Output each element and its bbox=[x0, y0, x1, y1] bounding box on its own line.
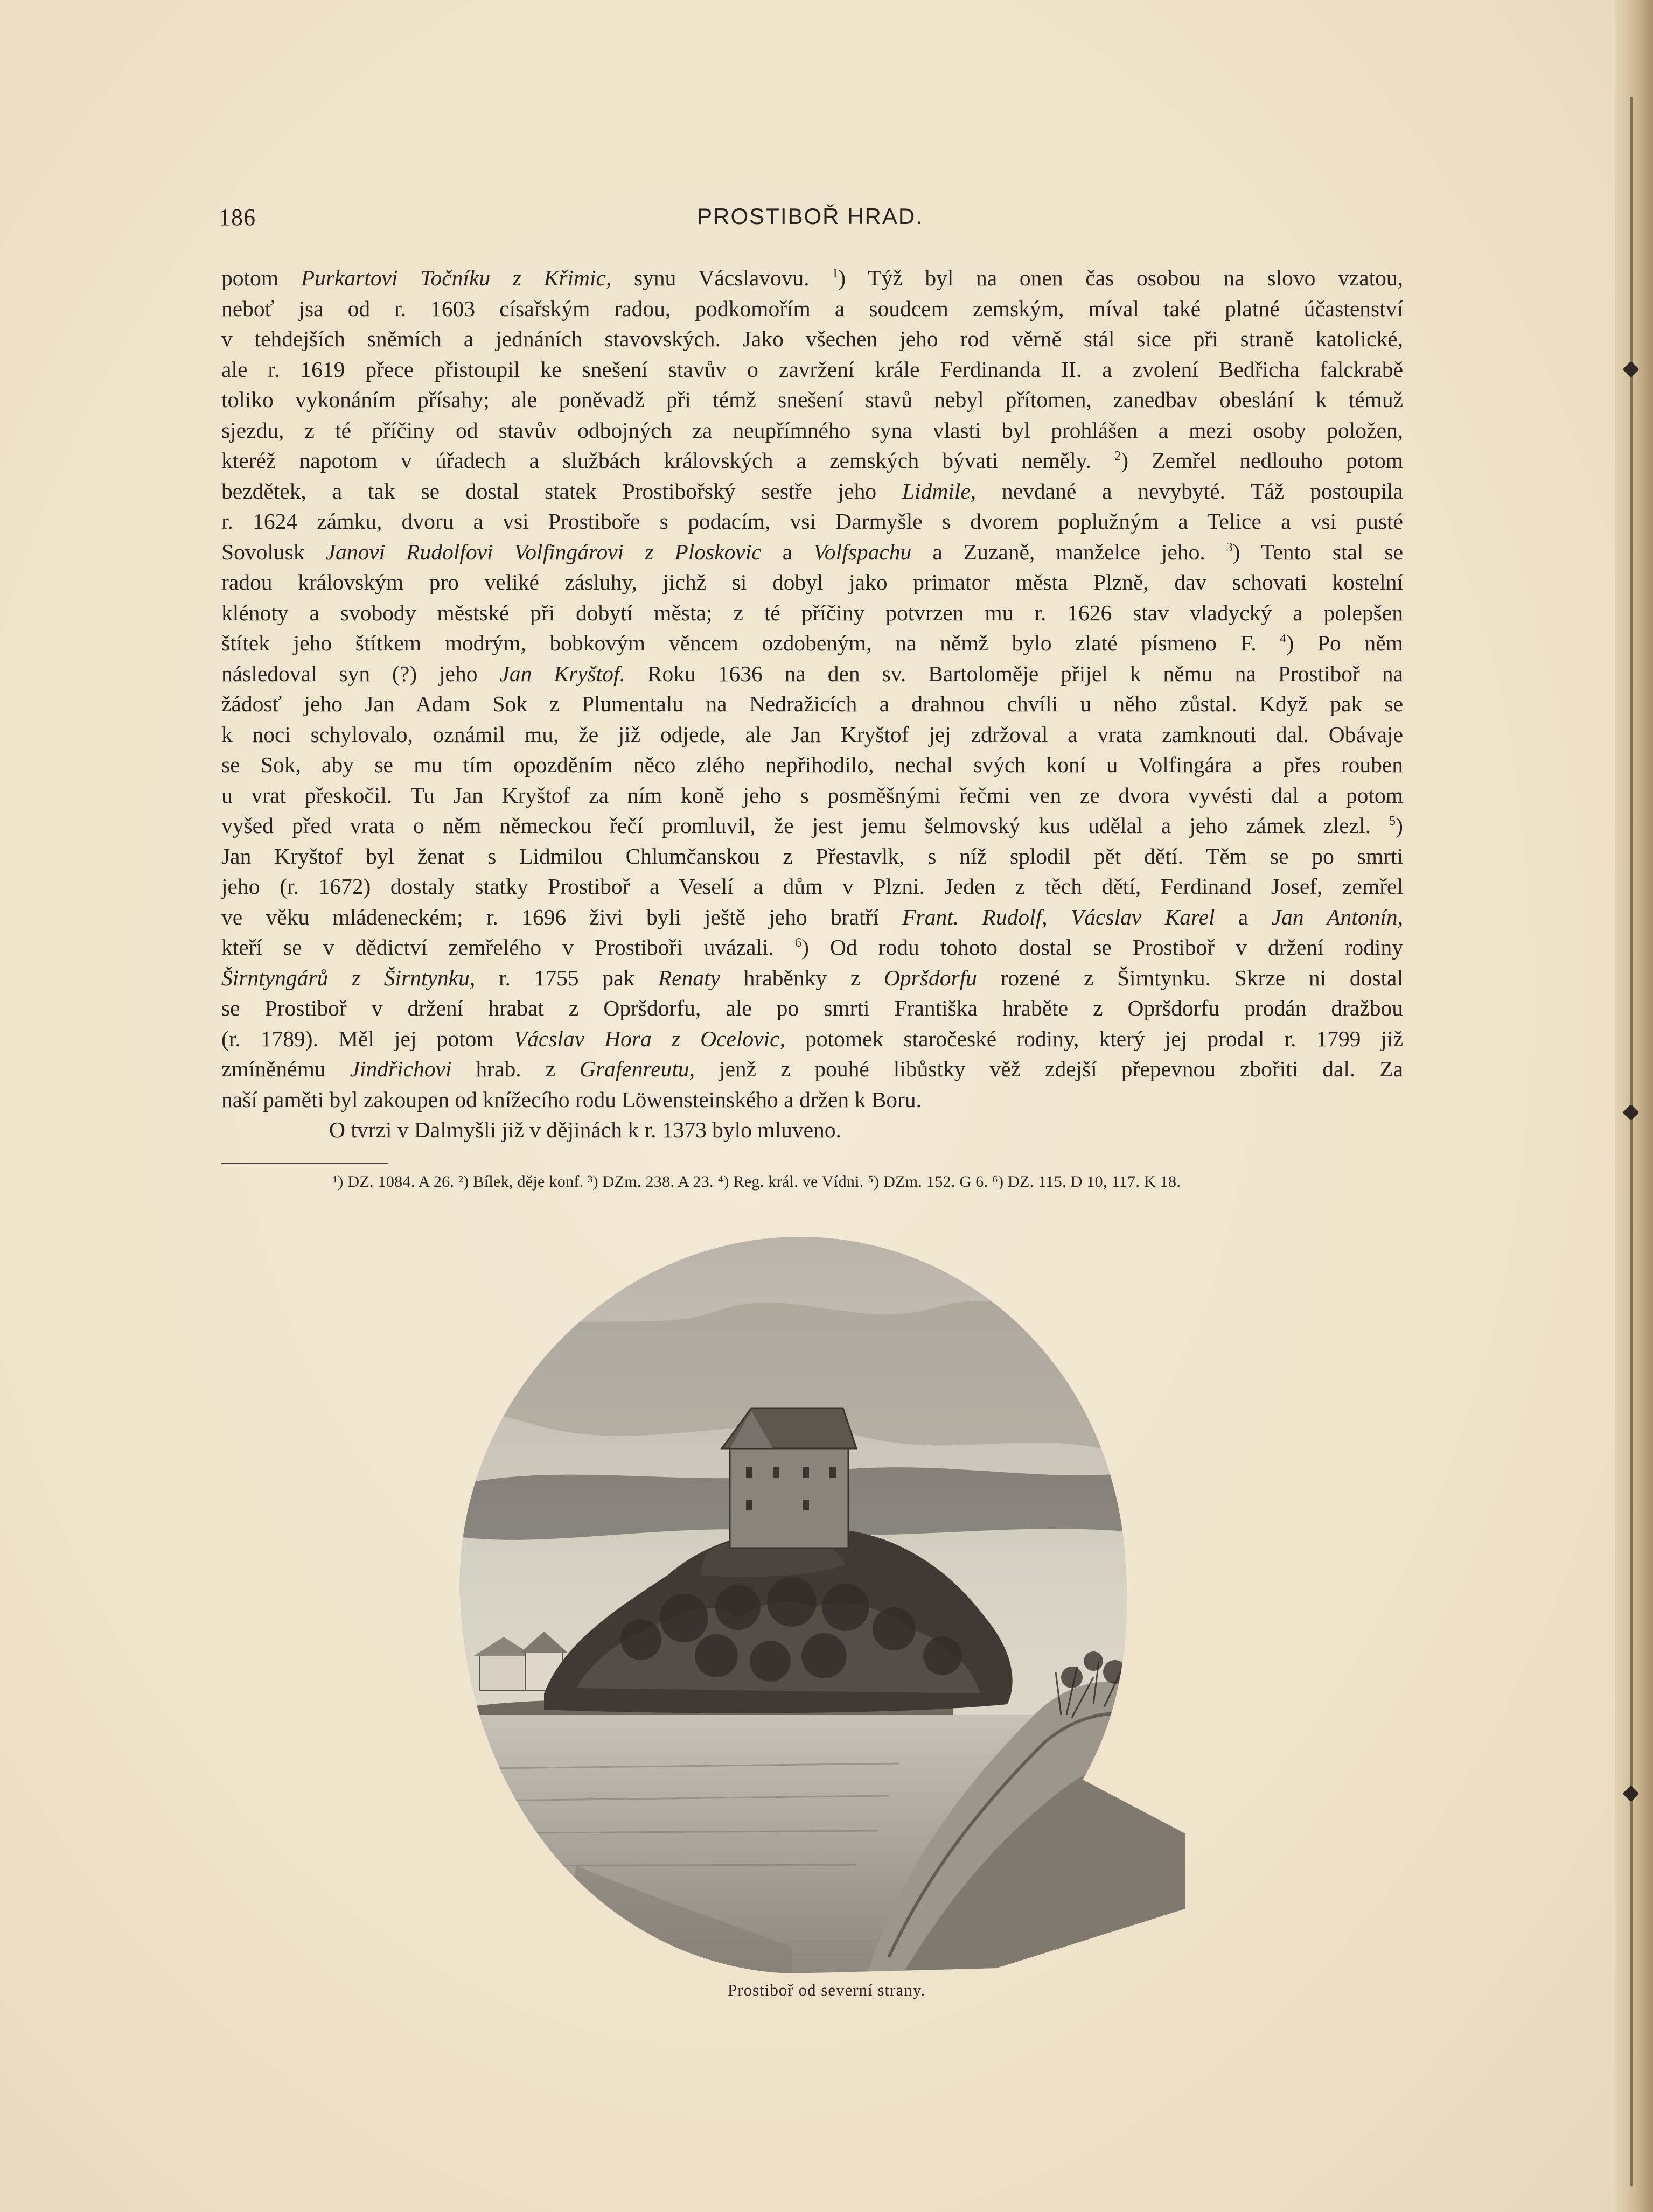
last-paragraph: O tvrzi v Dalmyšli již v dějinách k r. 1373 bylo mluveno. bbox=[329, 1117, 841, 1142]
text-line: Širntyngárů z Širntynku, r. 1755 pak Renaty hraběnky z Opršdorfu rozené z Širntynku. Skrze ni dostal bbox=[221, 965, 1403, 990]
running-head: PROSTIBOŘ HRAD. bbox=[697, 204, 923, 229]
page-number: 186 bbox=[219, 204, 256, 230]
text-line: zmíněnému Jindřichovi hrab. z Grafenreutu, jenž z pouhé libůstky věž zdejší přepevnou zbořiti dal. Za bbox=[221, 1056, 1403, 1081]
text-line: toliko vykonáním přísahy; ale poněvadž při témž snešení stavů nebyl přítomen, zanedbav obeslání k témuž bbox=[221, 387, 1403, 412]
text-line: žádosť jeho Jan Adam Sok z Plumentalu na Nedražicích a drahnou chvíli u něho zůstal. Když pak se bbox=[221, 691, 1403, 716]
text-line: Jan Kryštof byl ženat s Lidmilou Chlumčanskou z Přestavlk, s níž splodil pět dětí. Těm se po smrti bbox=[221, 843, 1403, 869]
illustration-caption: Prostiboř od severní strany. bbox=[728, 1980, 925, 1999]
text-line: štítek jeho štítkem modrým, bobkovým věncem ozdobeným, na němž bylo zlaté písmeno F. $^4$) Po něm bbox=[221, 631, 1403, 655]
text-line: potom Purkartovi Točníku z Křimic, synu Vácslavovu. $^1$) Týž byl na onen čas osobou na slovo vzatou, bbox=[221, 265, 1404, 290]
text-line: klénoty a svobody městské při dobytí města; z té příčiny potvrzen mu r. 1626 stav vladycký a polepšen bbox=[221, 600, 1403, 625]
page-header bbox=[219, 204, 1401, 241]
footnotes: ¹) DZ. 1084. A 26. ²) Bílek, děje konf. ³) DZm. 238. A 23. ⁴) Reg. král. ve Vídni. ⁵) DZm. 152. G 6. ⁶) DZ. 115. D 10, 117. K 18. bbox=[333, 1173, 1181, 1191]
castle-illustration bbox=[415, 1230, 1185, 1979]
text-line: vyšed před vrata o něm německou řečí promluvil, že jest jemu šelmovský kus udělal a jeho zámek zlezl. $^5$) bbox=[221, 813, 1403, 838]
binding-line bbox=[1630, 97, 1633, 2186]
text-line: se Sok, aby se mu tím opozděním něco zlého nepřihodilo, nechal svých koní u Volfingára a přes rouben bbox=[221, 752, 1403, 777]
page-edge-shadow bbox=[1615, 0, 1653, 2212]
text-line: bezdětek, a tak se dostal statek Prostibořský sestře jeho Lidmile, nevdané a nevybyté. Táž postoupila bbox=[221, 478, 1403, 503]
text-line: radou královským pro veliké zásluhy, jichž si dobyl jako primator města Plzně, dav schovati kostelní bbox=[221, 570, 1403, 594]
footnote-rule bbox=[221, 1163, 388, 1164]
text-line: ve věku mládeneckém; r. 1696 živi byli ještě jeho bratří Frant. Rudolf, Vácslav Karel a Jan Antonín, bbox=[221, 904, 1403, 929]
text-line: u vrat přeskočil. Tu Jan Kryštof za ním koně jeho s posměšnými řečmi ven ze dvora vyvésti dal a potom bbox=[221, 782, 1403, 808]
text-line: kteří se v dědictví zemřelého v Prostiboři uvázali. $^6$) Od rodu tohoto dostal se Prostiboř v držení rodiny bbox=[221, 935, 1404, 960]
text-line: Sovolusk Janovi Rudolfovi Volfingárovi z Ploskovic a Volfspachu a Zuzaně, manželce jeho. $^3$) Tento stal se bbox=[221, 539, 1404, 564]
text-line: jeho (r. 1672) dostaly statky Prostiboř a Veselí a dům v Plzni. Jeden z těch dětí, Ferdinand Josef, zemřel bbox=[221, 874, 1403, 899]
text-line: kteréž napotom v úřadech a službách královských a zemských bývati neměly. $^2$) Zemřel nedlouho potom bbox=[221, 448, 1403, 473]
text-line: následoval syn (?) jeho Jan Kryštof. Roku 1636 na den sv. Bartoloměje přijel k němu na Prostiboř na bbox=[221, 661, 1403, 686]
text-line: (r. 1789). Měl jej potom Vácslav Hora z Ocelovic, potomek staročeské rodiny, který jej prodal r. 1799 již bbox=[221, 1026, 1403, 1051]
text-line: se Prostiboř v držení hrabat z Opršdorfu, ale po smrti Františka hraběte z Opršdorfu prodán dražbou bbox=[221, 996, 1403, 1020]
text-line: ale r. 1619 přece přistoupil ke snešení stavův o zavržení krále Ferdinanda II. a zvolení Bedřicha falckrabě bbox=[221, 356, 1403, 382]
text-line: neboť jsa od r. 1603 císařským radou, podkomořím a soudcem zemským, míval také platné účastenství bbox=[221, 296, 1403, 321]
illustration-scene bbox=[415, 1230, 1185, 1979]
text-line: naší paměti byl zakoupen od knížecího rodu Löwensteinského a držen k Boru. bbox=[221, 1087, 922, 1112]
text-line: v tehdejších sněmích a jednáních stavovských. Jako všechen jeho rod věrně stál sice při straně katolické, bbox=[221, 326, 1403, 351]
text-line: k noci schylovalo, oznámil mu, že již odjede, ale Jan Kryštof jej zdržoval a vrata zamknouti dal. Obávaje bbox=[221, 722, 1403, 747]
body-text bbox=[221, 263, 1403, 1145]
text-line: r. 1624 zámku, dvoru a vsi Prostiboře s podacím, vsi Darmyšle s dvorem poplužným a Telice a vsi pusté bbox=[221, 509, 1403, 534]
text-line: sjezdu, z té příčiny od stavův odbojných za neupřímného syna vlasti byl prohlášen a mezi osoby položen, bbox=[221, 417, 1403, 443]
